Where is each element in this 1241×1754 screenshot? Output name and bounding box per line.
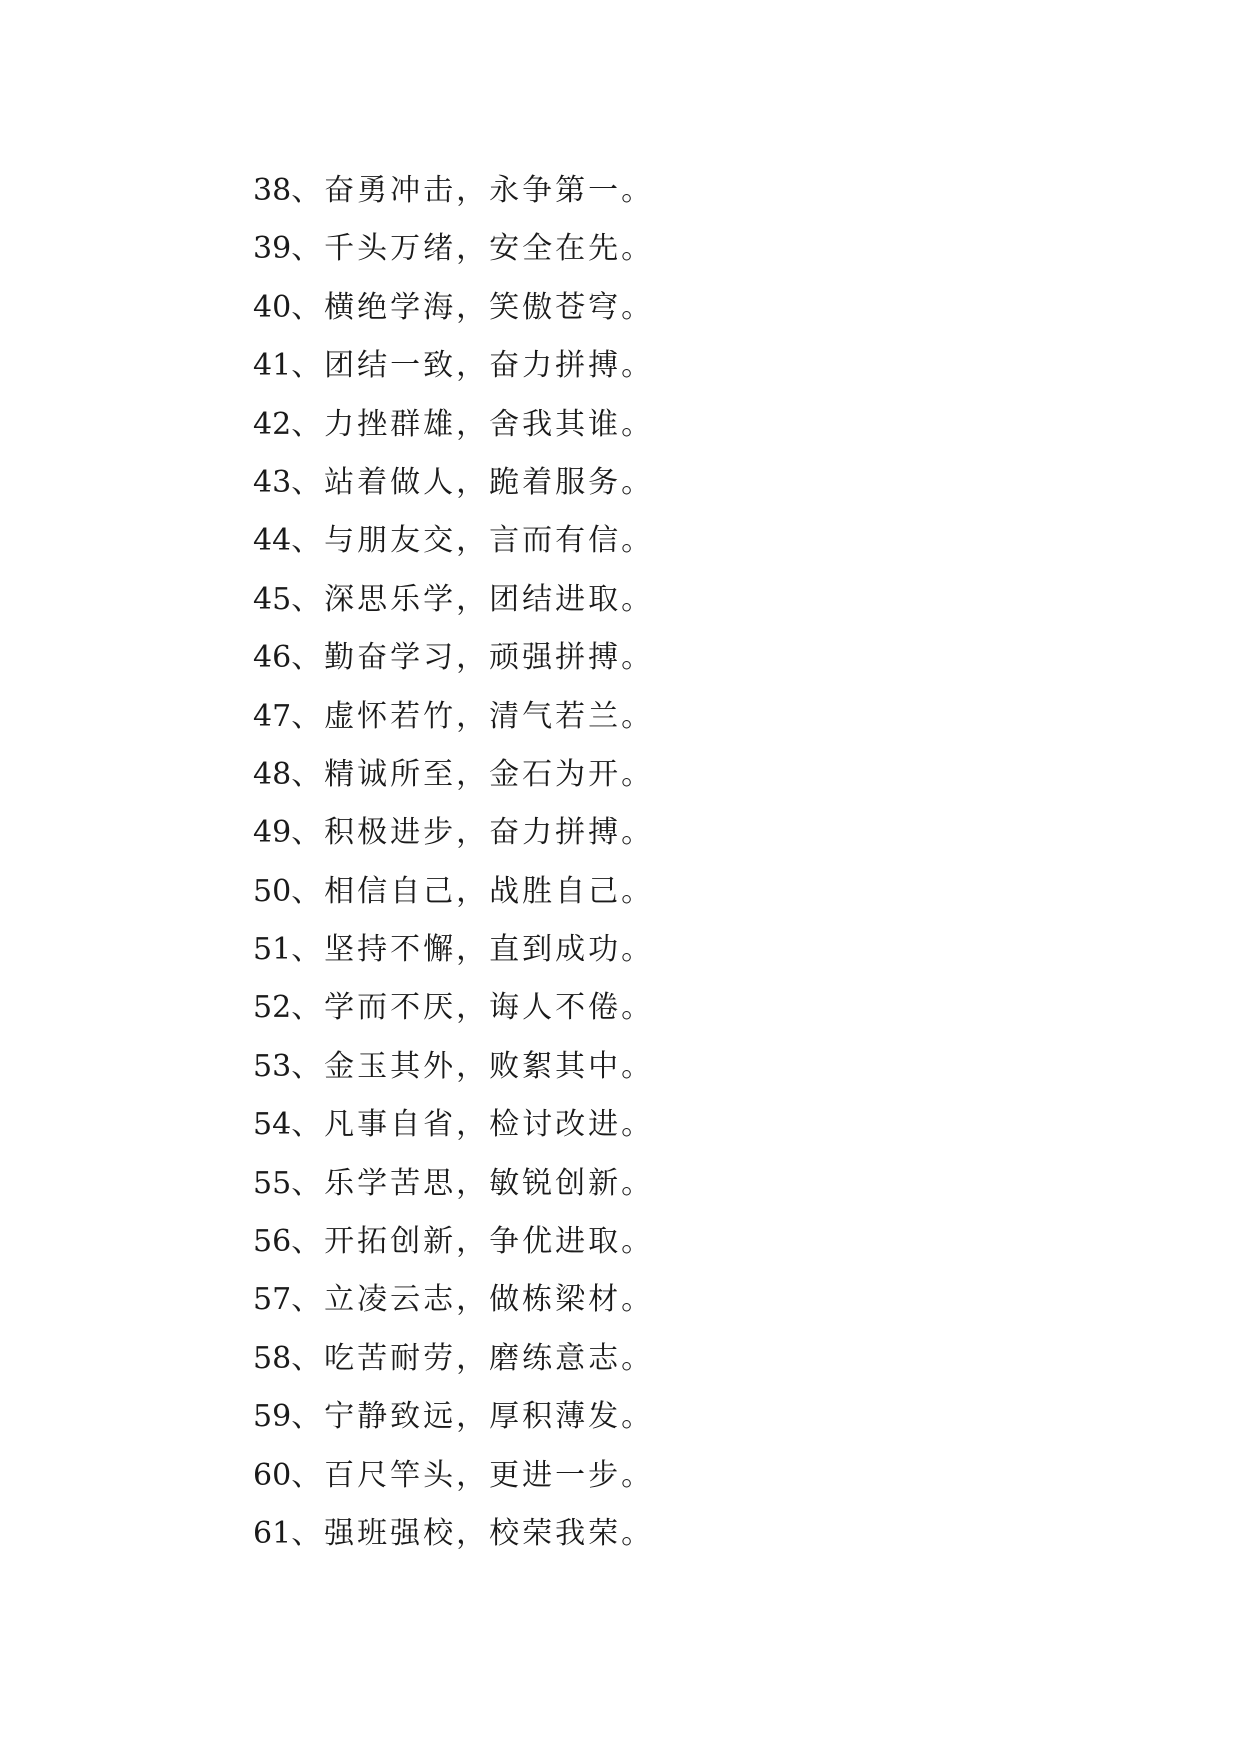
slogan-text: 、吃苦耐劳，磨练意志。 bbox=[291, 1340, 655, 1376]
slogan-line bbox=[253, 1155, 654, 1213]
slogan-number: 40 bbox=[253, 289, 292, 325]
slogan-text: 、坚持不懈，直到成功。 bbox=[291, 932, 655, 968]
slogan-number: 49 bbox=[253, 815, 292, 851]
slogan-number: 52 bbox=[253, 990, 292, 1026]
slogan-number: 58 bbox=[253, 1340, 292, 1376]
slogan-line bbox=[253, 804, 654, 862]
slogan-line bbox=[253, 279, 654, 337]
slogan-text: 、宁静致远，厚积薄发。 bbox=[291, 1399, 655, 1435]
slogan-number: 42 bbox=[253, 406, 292, 442]
slogan-number: 57 bbox=[253, 1282, 292, 1318]
slogan-line bbox=[253, 863, 654, 921]
slogan-text: 、站着做人，跪着服务。 bbox=[291, 464, 655, 500]
slogan-text: 、开拓创新，争优进取。 bbox=[291, 1224, 655, 1260]
slogan-number: 41 bbox=[253, 348, 292, 384]
slogan-line bbox=[253, 454, 654, 512]
slogan-line bbox=[253, 1505, 654, 1563]
slogan-text: 、精诚所至，金石为开。 bbox=[291, 756, 655, 792]
slogan-number: 44 bbox=[253, 523, 292, 559]
slogan-line bbox=[253, 1096, 654, 1154]
slogan-number: 43 bbox=[253, 464, 292, 500]
slogan-text: 、积极进步，奋力拼搏。 bbox=[291, 815, 655, 851]
slogan-line bbox=[253, 1447, 654, 1505]
slogan-line bbox=[253, 1388, 654, 1446]
slogan-number: 54 bbox=[253, 1107, 292, 1143]
slogan-text: 、相信自己，战胜自己。 bbox=[291, 873, 655, 909]
slogan-text: 、深思乐学，团结进取。 bbox=[291, 581, 655, 617]
slogan-number: 53 bbox=[253, 1048, 292, 1084]
slogan-text: 、奋勇冲击，永争第一。 bbox=[291, 173, 655, 208]
slogan-number: 47 bbox=[253, 698, 292, 734]
slogan-number: 38 bbox=[253, 173, 292, 208]
slogan-line bbox=[253, 220, 654, 278]
slogan-text: 、千头万绪，安全在先。 bbox=[291, 231, 655, 267]
slogan-text: 、凡事自省，检讨改进。 bbox=[291, 1107, 655, 1143]
slogan-number: 55 bbox=[253, 1165, 292, 1201]
slogan-line bbox=[253, 396, 654, 454]
slogan-number: 39 bbox=[253, 231, 292, 267]
slogan-number: 50 bbox=[253, 873, 292, 909]
slogan-number: 48 bbox=[253, 756, 292, 792]
slogan-line bbox=[253, 1213, 654, 1271]
slogan-text: 、勤奋学习，顽强拼搏。 bbox=[291, 640, 655, 676]
slogan-number: 59 bbox=[253, 1399, 292, 1435]
slogan-line bbox=[253, 512, 654, 570]
slogan-text: 、乐学苦思，敏锐创新。 bbox=[291, 1165, 655, 1201]
slogan-line bbox=[253, 1271, 654, 1329]
slogan-line bbox=[253, 629, 654, 687]
slogan-text: 、力挫群雄，舍我其谁。 bbox=[291, 406, 655, 442]
slogan-number: 60 bbox=[253, 1457, 292, 1493]
slogan-text: 、百尺竿头，更进一步。 bbox=[291, 1457, 655, 1493]
slogan-text: 、强班强校，校荣我荣。 bbox=[291, 1515, 655, 1551]
slogan-list bbox=[253, 162, 654, 1563]
slogan-line bbox=[253, 1038, 654, 1096]
slogan-number: 61 bbox=[253, 1515, 292, 1551]
slogan-number: 45 bbox=[253, 581, 292, 617]
slogan-text: 、金玉其外，败絮其中。 bbox=[291, 1048, 655, 1084]
slogan-line bbox=[253, 162, 654, 220]
slogan-text: 、立凌云志，做栋梁材。 bbox=[291, 1282, 655, 1318]
slogan-line bbox=[253, 746, 654, 804]
slogan-line bbox=[253, 979, 654, 1037]
slogan-line bbox=[253, 688, 654, 746]
slogan-number: 46 bbox=[253, 640, 292, 676]
slogan-text: 、与朋友交，言而有信。 bbox=[291, 523, 655, 559]
slogan-line bbox=[253, 921, 654, 979]
slogan-number: 51 bbox=[253, 932, 292, 968]
slogan-text: 、团结一致，奋力拼搏。 bbox=[291, 348, 655, 384]
slogan-text: 、学而不厌，诲人不倦。 bbox=[291, 990, 655, 1026]
slogan-line bbox=[253, 337, 654, 395]
slogan-line bbox=[253, 1330, 654, 1388]
slogan-line bbox=[253, 571, 654, 629]
slogan-number: 56 bbox=[253, 1224, 292, 1260]
slogan-text: 、虚怀若竹，清气若兰。 bbox=[291, 698, 655, 734]
slogan-text: 、横绝学海，笑傲苍穹。 bbox=[291, 289, 655, 325]
